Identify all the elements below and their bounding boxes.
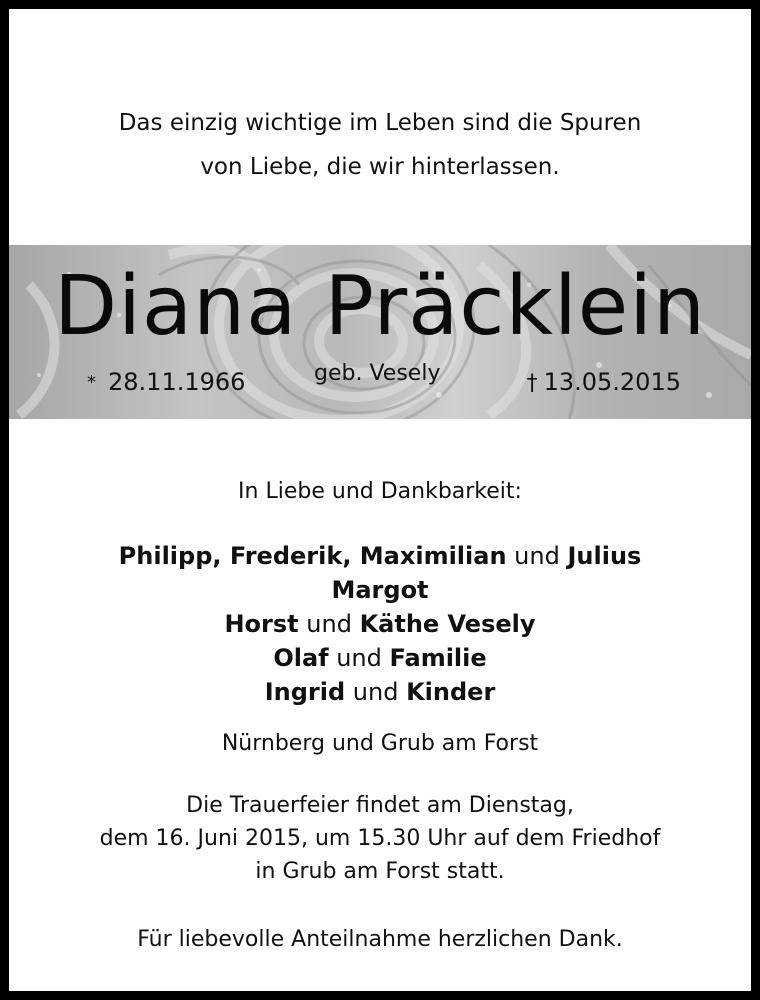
mourners-intro: In Liebe und Dankbarkeit: (238, 479, 522, 504)
quote-line-1: Das einzig wichtige im Leben sind die Spuren (118, 110, 642, 136)
mourner-connector: und (328, 644, 390, 672)
mourner-name: Olaf (273, 644, 329, 672)
mourner-line (9, 539, 751, 573)
mourners-list (9, 539, 751, 709)
thanks-line: Für liebevolle Anteilnahme herzlichen Dank. (137, 927, 623, 952)
ceremony-line-1: Die Trauerfeier findet am Dienstag, (186, 793, 574, 818)
mourner-name: Familie (389, 644, 487, 672)
cross-icon: † (526, 371, 538, 396)
ceremony-line-3: in Grub am Forst statt. (255, 859, 505, 884)
mourner-line (9, 641, 751, 675)
mourner-name: Ingrid (264, 678, 346, 706)
deceased-name: Diana Präcklein (54, 259, 706, 354)
mourner-line (9, 675, 751, 709)
death-date-group (527, 365, 681, 401)
mourners-location: Nürnberg und Grub am Forst (221, 731, 539, 756)
rose-banner (9, 245, 751, 419)
mourner-name: Philipp, Frederik, Maximilian (118, 542, 507, 570)
mourner-connector: und (345, 678, 407, 706)
quote-line-2: von Liebe, die wir hinterlassen. (200, 154, 560, 180)
mourner-name: Horst (224, 610, 299, 638)
ceremony-info (9, 789, 751, 888)
mourner-line (9, 573, 751, 607)
ceremony-line-2: dem 16. Juni 2015, um 15.30 Uhr auf dem Friedhof (99, 826, 661, 851)
mourner-connector: und (506, 542, 568, 570)
mourner-name: Julius (567, 542, 642, 570)
mourner-name: Margot (331, 576, 429, 604)
death-date: 13.05.2015 (543, 368, 681, 396)
birth-star-icon: * (87, 372, 96, 393)
memorial-quote (9, 101, 751, 189)
mourner-name: Käthe Vesely (359, 610, 536, 638)
mourner-connector: und (298, 610, 360, 638)
mourner-line (9, 607, 751, 641)
birth-date-group (87, 365, 245, 402)
birth-date: 28.11.1966 (108, 368, 246, 396)
mourner-name: Kinder (406, 678, 496, 706)
maiden-name: geb. Vesely (314, 361, 441, 386)
